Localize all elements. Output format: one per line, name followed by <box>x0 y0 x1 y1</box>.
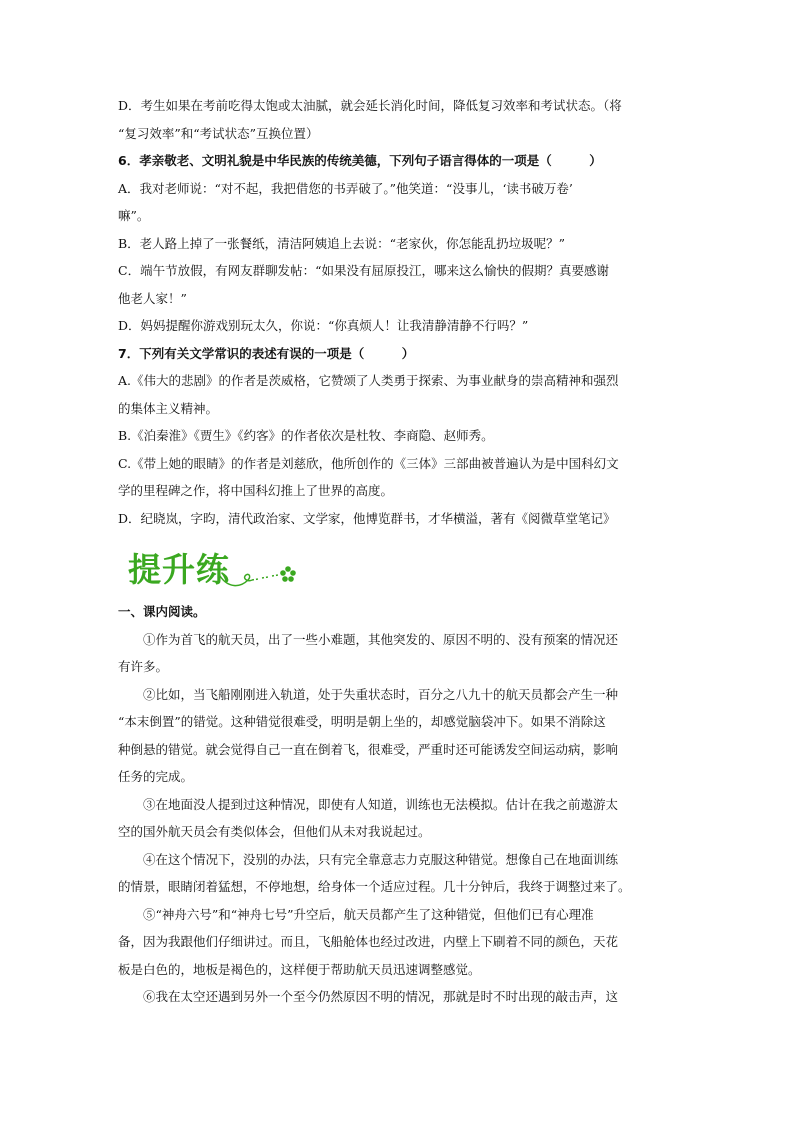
q7-option-b: B.《泊秦淮》《贾生》《约客》的作者依次是杜牧、李商隐、赵师秀。 <box>118 428 494 443</box>
q7-option-a-line-1: A.《伟大的悲剧》的作者是茨威格，它赞颂了人类勇于探索、为事业献身的崇高精神和强烈 <box>118 373 619 388</box>
paragraph-3-line-1: ③在地面没人提到过这种情况，即使有人知道，训练也无法模拟。估计在我之前遨游太 <box>143 796 619 812</box>
paragraph-2-line-3: 种倒悬的错觉。就会觉得自己一直在倒着飞，很难受，严重时还可能诱发空间运动病，影响 <box>118 741 619 757</box>
paragraph-6-line-1: ⑥我在太空还遇到另外一个至今仍然原因不明的情况，那就是时不时出现的敲击声，这 <box>143 989 619 1004</box>
paragraph-1-line-1: ①作为首飞的航天员，出了一些小难题，其他突发的、原因不明的、没有预案的情况还 <box>143 631 619 647</box>
option-d-line-1: D．考生如果在考前吃得太饱或太油腻，就会延长消化时间，降低复习效率和考试状态。（将 <box>118 98 622 113</box>
q7-option-c-line-1: C.《带上她的眼睛》的作者是刘慈欣，他所创作的《三体》三部曲被普遍认为是中国科幻文 <box>118 455 619 471</box>
q7-option-a-line-2: 的集体主义精神。 <box>118 400 219 416</box>
paragraph-4-line-1: ④在这个情况下，没别的办法，只有完全靠意志力克服这种错觉。想像自己在地面训练 <box>143 851 619 867</box>
q6-option-c-line-2: 他老人家！” <box>118 290 187 306</box>
paragraph-1-line-2: 有许多。 <box>118 659 169 674</box>
q6-option-a-line-1: A．我对老师说：“对不起，我把借您的书弄破了。”他笑道：“没事儿，‘读书破万卷’ <box>118 180 573 196</box>
q6-option-a-line-2: 嘛”。 <box>118 208 150 223</box>
paragraph-5-line-2: 备，因为我跟他们仔细讲过。而且，飞船舱体也经过改进，内壁上下刷着不同的颜色，天花 <box>118 934 619 949</box>
section-banner <box>118 538 678 598</box>
question-7-stem: 7．下列有关文学常识的表述有误的一项是（ ） <box>118 345 415 361</box>
q6-option-d: D．妈妈提醒你游戏别玩太久，你说：“你真烦人！让我清静清静不行吗？” <box>118 318 529 333</box>
vine-decoration-icon <box>218 566 308 596</box>
q6-option-b: B．老人路上掉了一张餐纸，清洁阿姨追上去说：“老家伙，你怎能乱扔垃圾呢？” <box>118 235 565 251</box>
paragraph-4-line-2: 的情景，眼睛闭着猛想，不停地想，给身体一个适应过程。几十分钟后，我终于调整过来了。 <box>118 879 631 894</box>
q7-option-c-line-2: 学的里程碑之作，将中国科幻推上了世界的高度。 <box>118 483 394 498</box>
paragraph-5-line-3: 板是白色的，地板是褐色的，这样便于帮助航天员迅速调整感觉。 <box>118 961 481 977</box>
paragraph-2-line-2: “本末倒置”的错觉。这种错觉很难受，明明是朝上坐的，却感觉脑袋冲下。如果不消除这 <box>118 714 606 729</box>
section-heading: 一、课内阅读。 <box>118 604 206 619</box>
paragraph-2-line-1: ②比如，当飞船刚刚进入轨道，处于失重状态时，百分之八九十的航天员都会产生一种 <box>143 686 619 702</box>
q6-option-c-line-1: C．端午节放假，有网友群聊发帖：“如果没有屈原投江，哪来这么愉快的假期？真要感谢 <box>118 263 609 278</box>
paragraph-5-line-1: ⑤“神舟六号”和“神舟七号”升空后，航天员都产生了这种错觉，但他们已有心理准 <box>143 906 594 922</box>
q7-option-d: D．纪晓岚，字昀，清代政治家、文学家，他博览群书，才华横溢，著有《阅微草堂笔记》 <box>118 510 616 526</box>
banner-title: 提升练 <box>128 550 230 589</box>
question-6-stem: 6．孝亲敬老、文明礼貌是中华民族的传统美德，下列句子语言得体的一项是（ ） <box>118 153 602 168</box>
paragraph-3-line-2: 空的国外航天员会有类似体会，但他们从未对我说起过。 <box>118 824 431 839</box>
document-page <box>118 92 678 1011</box>
paragraph-2-line-4: 任务的完成。 <box>118 769 194 784</box>
option-d-line-2: “复习效率”和“考试状态”互换位置） <box>118 125 319 141</box>
